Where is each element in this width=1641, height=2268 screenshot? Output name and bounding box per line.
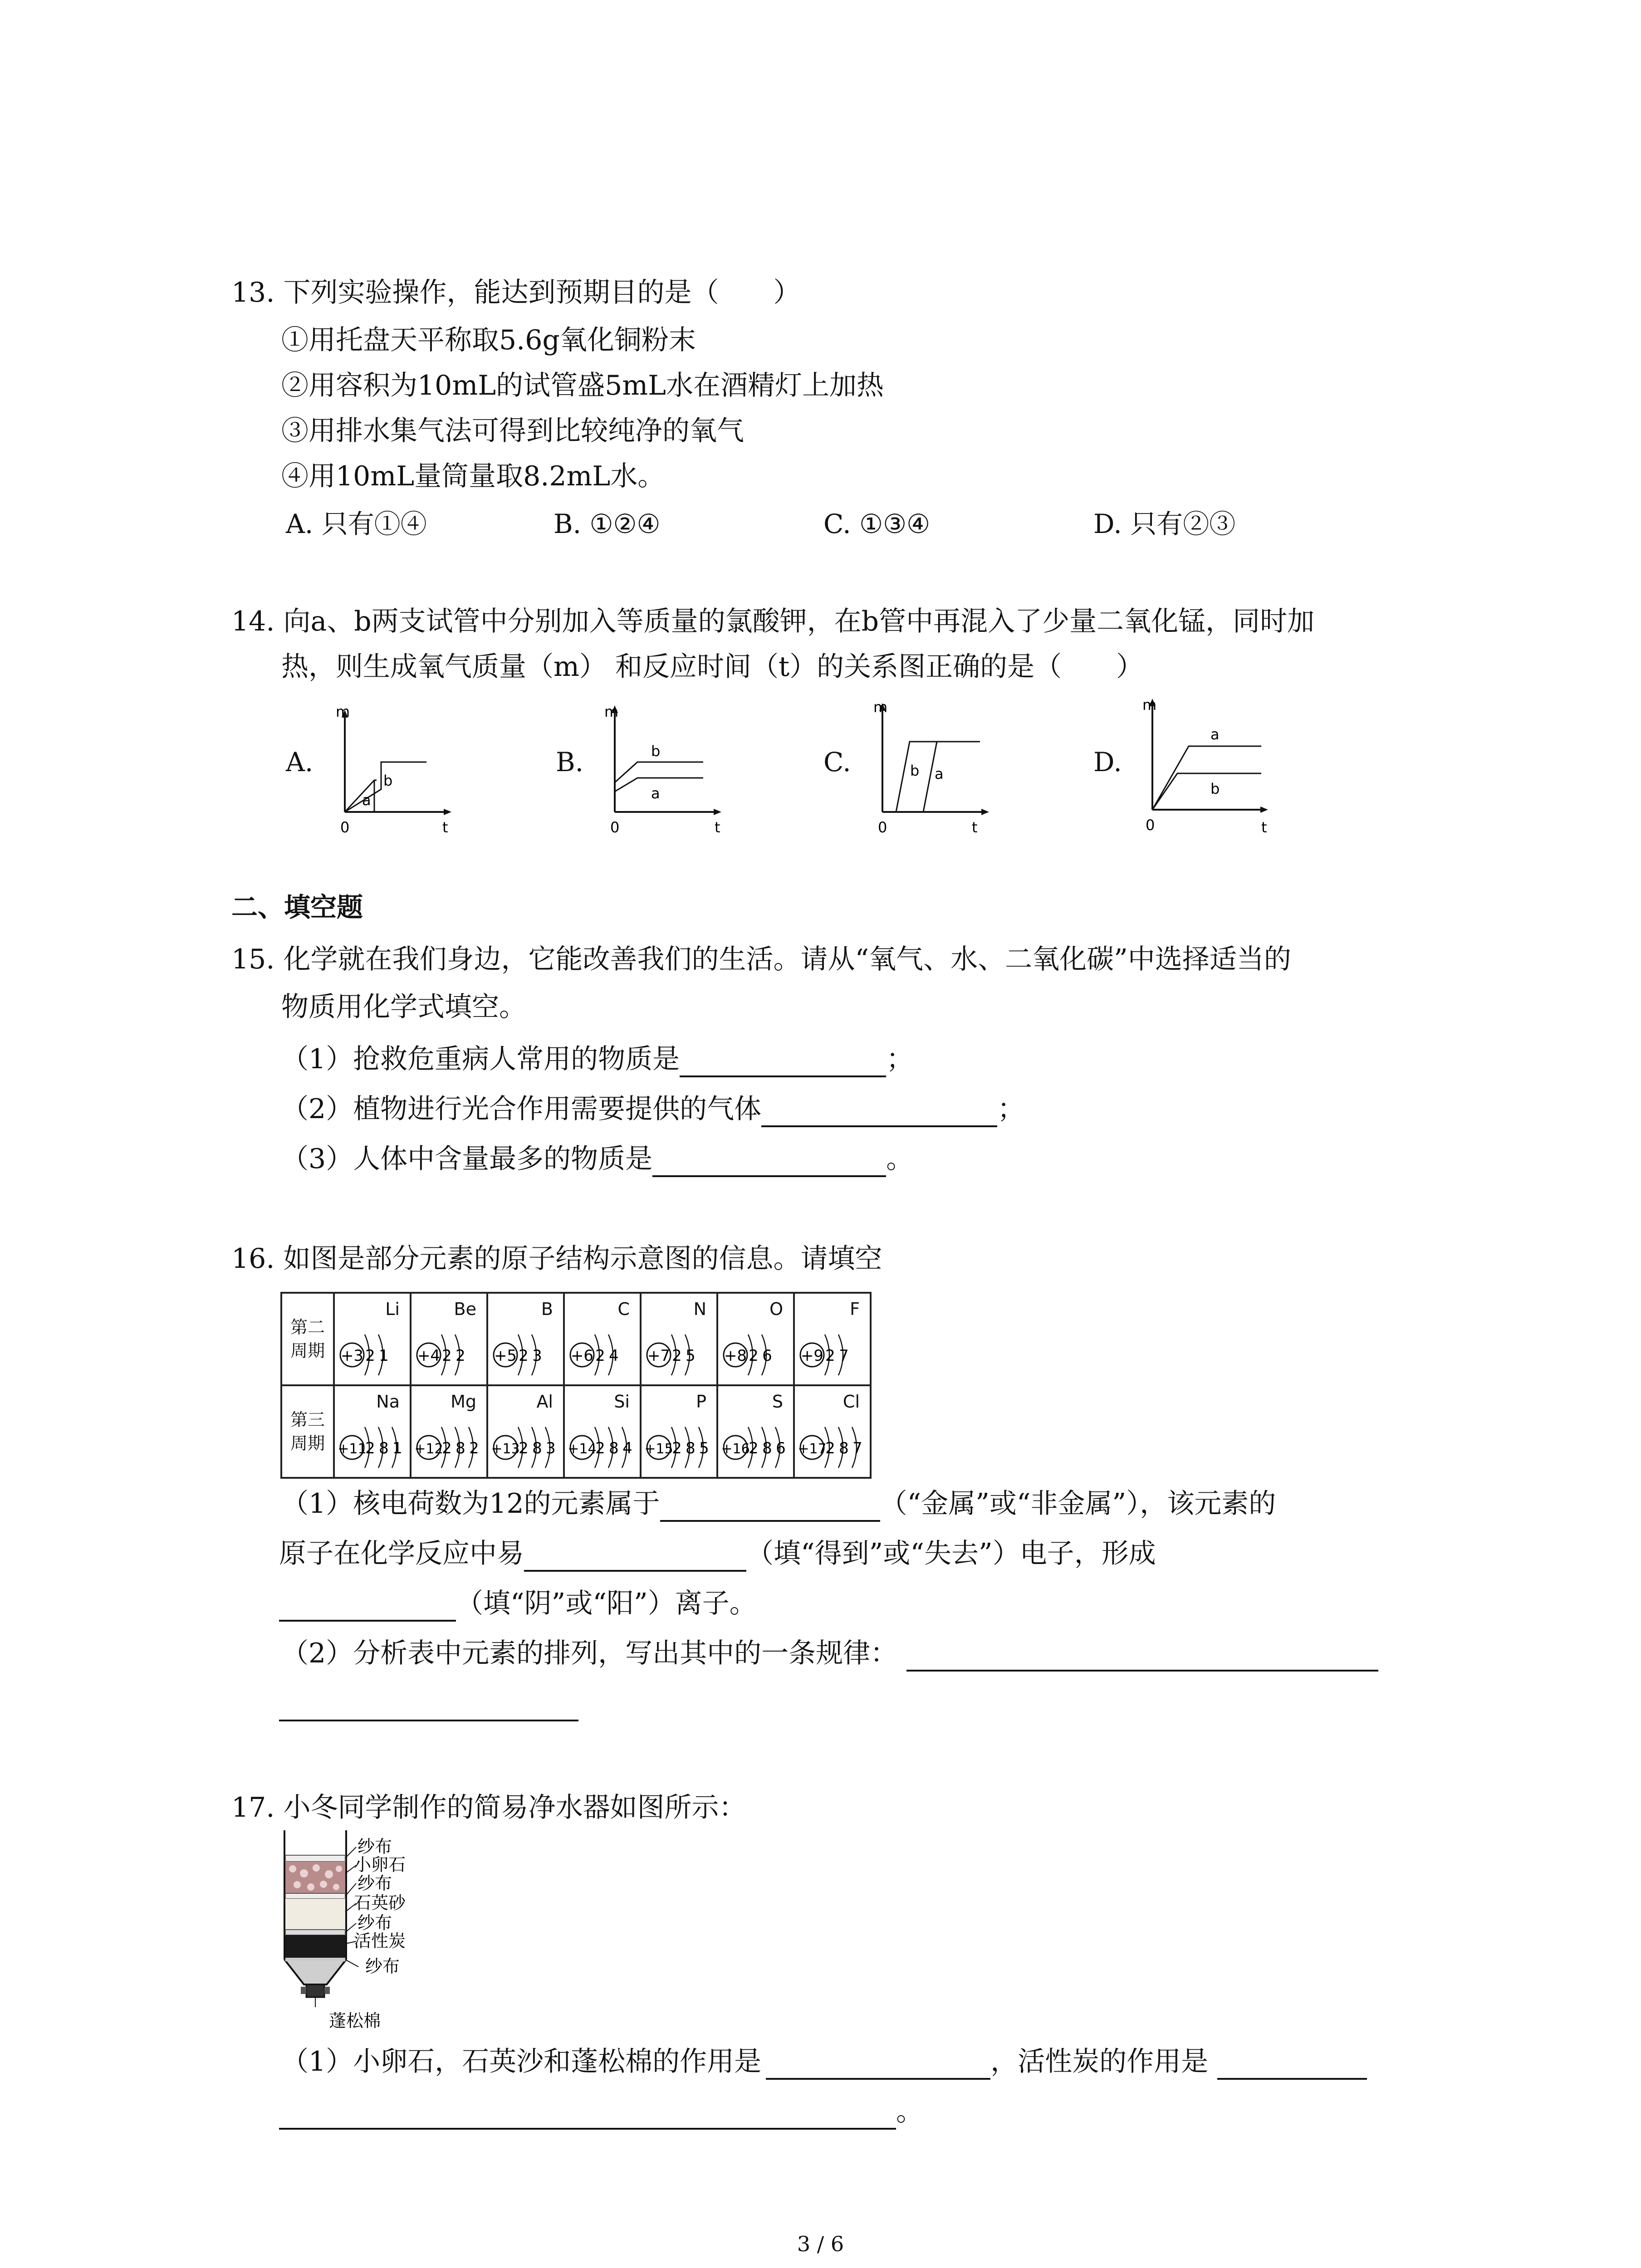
q15-item-2-end: ；: [997, 1093, 1025, 1125]
electron-count: 2: [469, 1439, 479, 1457]
element-cell-s: [717, 1385, 794, 1478]
q14-graph-a-curve-b: b: [383, 772, 393, 789]
q16-item-1-text-e: （填“阴”或“阳”）离子。: [456, 1588, 757, 1619]
electron-count: 2: [365, 1347, 375, 1365]
electron-count: 4: [622, 1439, 632, 1457]
electron-count: 7: [852, 1439, 862, 1457]
period-2-label: 第二 周期: [290, 1317, 325, 1361]
label-cotton: 蓬松棉: [329, 2011, 381, 2031]
q14-graph-c-x-label: t: [972, 819, 978, 836]
q14-graph-a-origin: 0: [340, 819, 350, 836]
nuclear-charge: +16: [721, 1441, 750, 1457]
atom-diagram-li: [338, 1294, 412, 1384]
electron-count: 2: [519, 1439, 529, 1457]
q14-option-c-label: C.: [823, 747, 851, 777]
label-pebbles: 小卵石: [354, 1855, 406, 1875]
q15-item-3-end: 。: [886, 1143, 914, 1175]
cotton-plug: [306, 1984, 324, 1997]
q13-item-4: ④用10mL量筒量取8.2mL水。: [281, 460, 665, 492]
q13-option-b: B. ①②④: [554, 508, 661, 539]
element-symbol: N: [693, 1299, 706, 1319]
gauze-layer-2: [285, 1893, 345, 1899]
atom-diagram-o: [721, 1294, 796, 1384]
electron-count: 2: [442, 1439, 452, 1457]
q16-blank-5[interactable]: [279, 1691, 578, 1721]
electron-count: 2: [456, 1347, 465, 1365]
q13-item-1: ①用托盘天平称取5.6g氧化铜粉末: [281, 324, 696, 356]
water-purifier-figure: [279, 1828, 470, 2037]
q14-graph-b-origin: 0: [610, 819, 620, 836]
section-title: 二、填空题: [231, 892, 363, 923]
element-cell-c: [564, 1293, 641, 1385]
label-gauze-1: 纱布: [358, 1837, 392, 1857]
electron-count: 3: [546, 1439, 556, 1457]
q13-option-d: D. 只有②③: [1093, 508, 1236, 539]
q15-blank-2[interactable]: [761, 1097, 997, 1127]
period-3-header: [281, 1385, 334, 1478]
atom-diagram-al: [491, 1386, 566, 1477]
q17-blank-2[interactable]: [1217, 2050, 1367, 2080]
electron-count: 2: [672, 1439, 682, 1457]
nuclear-charge: +17: [798, 1441, 827, 1457]
gauze-layer-1: [285, 1855, 345, 1862]
q15-item-2-text: （2）植物进行光合作用需要提供的气体: [281, 1093, 762, 1125]
q14-stem-line-2: 热，则生成氧气质量（m） 和反应时间（t）的关系图正确的是（ ）: [281, 651, 1144, 683]
nuclear-charge: +11: [338, 1441, 367, 1457]
electron-count: 8: [379, 1439, 389, 1457]
q16-stem: 16. 如图是部分元素的原子结构示意图的信息。请填空: [231, 1243, 882, 1275]
electron-count: 2: [595, 1439, 605, 1457]
q14-graph-c-y-label: m: [873, 701, 888, 716]
q13-option-c: C. ①③④: [823, 508, 931, 539]
electron-count: 2: [672, 1347, 682, 1365]
q15-stem-line-1: 15. 化学就在我们身边，它能改善我们的生活。请从“氧气、水、二氧化碳”中选择适当的: [231, 943, 1291, 975]
element-symbol: S: [772, 1392, 783, 1412]
element-cell-al: [487, 1385, 564, 1478]
element-cell-mg: [411, 1385, 487, 1478]
electron-count: 4: [609, 1347, 619, 1365]
q15-item-3-text: （3）人体中含量最多的物质是: [281, 1143, 653, 1175]
q17-stem: 17. 小冬同学制作的简易净水器如图所示：: [231, 1792, 746, 1823]
q13-item-3: ③用排水集气法可得到比较纯净的氧气: [281, 415, 744, 447]
q14-option-d-label: D.: [1093, 747, 1122, 777]
label-activated-carbon: 活性炭: [354, 1931, 406, 1951]
electron-count: 8: [762, 1439, 772, 1457]
element-cell-n: [641, 1293, 717, 1385]
q17-item-1-line-1: [281, 2043, 1367, 2080]
element-symbol: B: [541, 1299, 553, 1319]
q15-item-1: [281, 1041, 913, 1077]
element-symbol: Cl: [843, 1392, 860, 1412]
electron-count: 2: [519, 1347, 529, 1365]
q15-item-1-end: ；: [886, 1043, 914, 1075]
label-gauze-2: 纱布: [358, 1873, 392, 1893]
atom-diagram-p: [644, 1386, 719, 1477]
element-cell-p: [641, 1385, 717, 1478]
q14-graph-a: [331, 708, 454, 839]
atom-diagram-b: [491, 1294, 566, 1384]
element-symbol: Mg: [451, 1392, 476, 1412]
atom-diagram-n: [644, 1294, 719, 1384]
q16-item-1-text-c: 原子在化学反应中易: [279, 1538, 524, 1569]
element-symbol: P: [696, 1392, 706, 1412]
atom-diagram-si: [568, 1386, 642, 1477]
q14-stem-line-1: 14. 向a、b两支试管中分别加入等质量的氯酸钾，在b管中再混入了少量二氧化锰，同时加: [231, 606, 1315, 637]
nuclear-charge: +13: [491, 1441, 520, 1457]
electron-count: 2: [825, 1347, 835, 1365]
q17-item-1-text-a: （1）小卵石，石英沙和蓬松棉的作用是: [281, 2046, 762, 2077]
electron-count: 6: [762, 1347, 772, 1365]
q15-blank-3[interactable]: [652, 1147, 886, 1177]
q14-graph-a-y-label: m: [336, 708, 350, 720]
element-symbol: F: [850, 1299, 860, 1319]
nuclear-charge: +3: [340, 1347, 364, 1365]
label-gauze-3: 纱布: [358, 1913, 392, 1933]
electron-count: 2: [749, 1347, 759, 1365]
atom-diagram-f: [798, 1294, 872, 1384]
sand-layer: [285, 1899, 345, 1930]
q16-blank-4[interactable]: [906, 1642, 1378, 1672]
periodic-table-figure: [280, 1292, 872, 1479]
element-cell-cl: [794, 1385, 871, 1478]
nuclear-charge: +6: [570, 1347, 594, 1365]
electron-count: 5: [699, 1439, 709, 1457]
element-cell-be: [411, 1293, 487, 1385]
q16-item-1-text-a: （1）核电荷数为12的元素属于: [281, 1488, 660, 1520]
q17-item-1-text-b: ，活性炭的作用是: [990, 2046, 1209, 2077]
q16-item-1-line-3: [279, 1585, 757, 1622]
q17-blank-1[interactable]: [766, 2050, 990, 2080]
atom-diagram-be: [414, 1294, 489, 1384]
element-cell-li: [334, 1293, 411, 1385]
q16-item-1-text-d: （填“得到”或“失去”）电子，形成: [746, 1538, 1156, 1569]
element-cell-na: [334, 1385, 411, 1478]
q14-graph-b-curve-a: a: [651, 785, 660, 802]
q14-graph-d-x-label: t: [1261, 819, 1267, 836]
q14-graph-d-curve-b: b: [1210, 780, 1220, 797]
q14-graph-a-x-label: t: [442, 819, 448, 836]
q16-blank-2[interactable]: [524, 1542, 746, 1572]
electron-count: 8: [839, 1439, 849, 1457]
label-gauze-4: 纱布: [365, 1956, 400, 1976]
nuclear-charge: +4: [417, 1347, 441, 1365]
q14-graph-b: [599, 703, 726, 839]
nuclear-charge: +14: [568, 1441, 597, 1457]
q14-graph-b-curve-b: b: [651, 743, 661, 760]
atom-diagram-c: [568, 1294, 642, 1384]
gauze-layer-3: [285, 1930, 345, 1935]
label-quartz-sand: 石英砂: [354, 1893, 406, 1913]
electron-count: 6: [776, 1439, 786, 1457]
nuclear-charge: +8: [724, 1347, 747, 1365]
period-3-label: 第三 周期: [290, 1410, 325, 1453]
electron-count: 8: [456, 1439, 465, 1457]
element-cell-b: [487, 1293, 564, 1385]
q14-graph-d-origin: 0: [1146, 816, 1155, 834]
q15-item-3: [281, 1141, 913, 1177]
q16-item-1-line-2: [279, 1535, 1156, 1572]
atom-diagram-s: [721, 1386, 796, 1477]
element-cell-si: [564, 1385, 641, 1478]
element-symbol: O: [769, 1299, 783, 1319]
q15-item-2: [281, 1091, 1024, 1127]
q17-item-1-line-2: [279, 2093, 923, 2130]
q16-item-2-line-1: [281, 1635, 1378, 1672]
q17-item-1-end: 。: [896, 2096, 923, 2127]
electron-count: 2: [825, 1439, 835, 1457]
nuclear-charge: +5: [494, 1347, 517, 1365]
element-symbol: Be: [454, 1299, 476, 1319]
q14-option-b-label: B.: [556, 747, 584, 777]
q16-item-1-line-1: [281, 1486, 1276, 1522]
electron-count: 3: [532, 1347, 542, 1365]
q14-graph-a-curve-a: a: [362, 792, 371, 809]
q16-blank-3[interactable]: [279, 1592, 456, 1622]
element-cell-f: [794, 1293, 871, 1385]
nuclear-charge: +15: [644, 1441, 673, 1457]
q14-graph-c-curve-a: a: [935, 765, 944, 782]
q14-graph-d-y-label: m: [1142, 696, 1157, 714]
period-2-header: [281, 1293, 334, 1385]
q14-graph-c: [867, 701, 994, 841]
q13-item-2: ②用容积为10mL的试管盛5mL水在酒精灯上加热: [281, 370, 884, 401]
electron-count: 5: [686, 1347, 696, 1365]
q14-graph-c-origin: 0: [878, 819, 887, 836]
element-symbol: Si: [614, 1392, 630, 1412]
electron-count: 8: [609, 1439, 619, 1457]
q13-stem: 13. 下列实验操作，能达到预期目的是（ ）: [231, 277, 801, 308]
element-symbol: Li: [385, 1299, 400, 1319]
electron-count: 2: [595, 1347, 605, 1365]
q16-blank-1[interactable]: [660, 1492, 880, 1522]
q15-stem-line-2: 物质用化学式填空。: [281, 991, 526, 1023]
element-cell-o: [717, 1293, 794, 1385]
q15-item-1-text: （1）抢救危重病人常用的物质是: [281, 1043, 680, 1075]
electron-count: 7: [839, 1347, 849, 1365]
nuclear-charge: +9: [800, 1347, 824, 1365]
carbon-layer: [285, 1935, 345, 1958]
element-symbol: Na: [376, 1392, 400, 1412]
q14-graph-d-curve-a: a: [1210, 726, 1220, 743]
q15-blank-1[interactable]: [680, 1047, 886, 1077]
nuclear-charge: +7: [647, 1347, 671, 1365]
electron-count: 2: [442, 1347, 452, 1365]
electron-count: 8: [532, 1439, 542, 1457]
electron-count: 8: [686, 1439, 696, 1457]
q17-blank-3[interactable]: [279, 2100, 896, 2130]
electron-count: 1: [379, 1347, 389, 1365]
q16-item-1-text-b: （“金属”或“非金属”），该元素的: [880, 1488, 1276, 1520]
q14-option-a-label: A.: [286, 747, 314, 777]
q16-item-2-line-2: [279, 1685, 578, 1721]
element-symbol: C: [617, 1299, 630, 1319]
gauze-layer-4: [285, 1958, 345, 1961]
q16-item-2-text: （2）分析表中元素的排列，写出其中的一条规律：: [281, 1637, 898, 1669]
q14-graph-d: [1134, 696, 1275, 841]
atom-diagram-cl: [798, 1386, 872, 1477]
electron-count: 2: [749, 1439, 759, 1457]
nuclear-charge: +12: [414, 1441, 443, 1457]
electron-count: 2: [365, 1439, 375, 1457]
q14-graph-c-curve-b: b: [910, 762, 920, 779]
q13-option-a: A. 只有①④: [286, 508, 427, 539]
q14-graph-b-y-label: m: [604, 703, 619, 720]
atom-diagram-na: [338, 1386, 412, 1477]
q14-graph-b-x-label: t: [715, 819, 720, 836]
element-symbol: Al: [536, 1392, 553, 1412]
electron-count: 1: [392, 1439, 402, 1457]
page-number: 3 / 6: [797, 2232, 844, 2256]
